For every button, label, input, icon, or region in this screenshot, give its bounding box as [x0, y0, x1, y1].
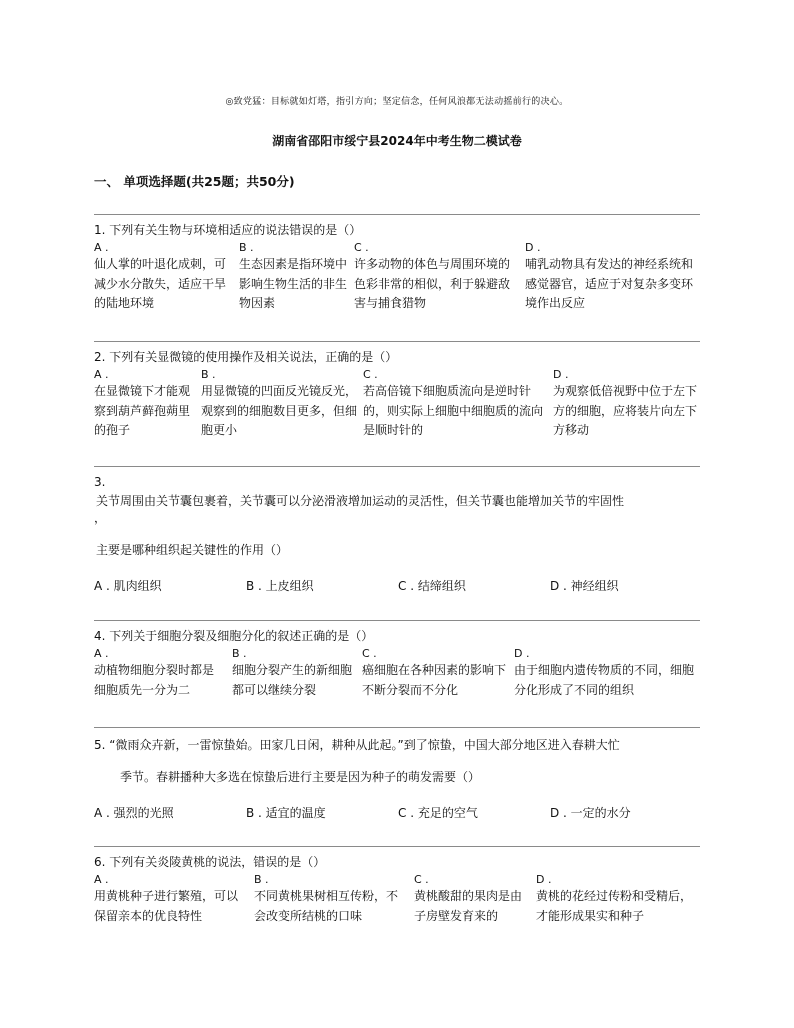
question-number: 3.: [94, 475, 106, 489]
option-c[interactable]: C . 充足的空气: [398, 806, 478, 820]
option-label: B .: [232, 647, 247, 660]
option-text: 仙人掌的叶退化成刺，可减少水分散失，适应干旱的陆地环境: [94, 257, 227, 310]
question-2: [94, 341, 700, 452]
option-text: 不同黄桃果树相互传粉，不会改变所结桃的口味: [254, 889, 399, 923]
option-b[interactable]: [254, 873, 408, 935]
option-text: 由于细胞内遗传物质的不同，细胞分化形成了不同的组织: [514, 663, 695, 697]
option-label: A .: [94, 873, 109, 886]
option-d[interactable]: [553, 368, 700, 450]
option-c[interactable]: [354, 241, 520, 323]
option-d[interactable]: D . 一定的水分: [550, 806, 631, 820]
option-label: C .: [363, 368, 378, 381]
option-a[interactable]: A . 强烈的光照: [94, 806, 174, 820]
question-stem: 4. 下列关于细胞分裂及细胞分化的叙述正确的是（）: [94, 629, 374, 643]
option-b[interactable]: B . 上皮组织: [246, 579, 314, 593]
question-stem-line-1: 5. “微雨众卉新，一雷惊蛰始。田家几日闲，耕种从此起。”到了惊蛰，中国大部分地区进入春耕大忙: [94, 738, 620, 752]
option-a[interactable]: [94, 241, 234, 323]
question-stem-line-2: 季节。春耕播种大多选在惊蛰后进行主要是因为种子的萌发需要（）: [120, 770, 481, 784]
question-stem: 1. 下列有关生物与环境相适应的说法错误的是（）: [94, 223, 362, 237]
option-a[interactable]: A . 肌肉组织: [94, 579, 162, 593]
option-text: 黄桃的花经过传粉和受精后，才能形成果实和种子: [536, 889, 693, 923]
option-label: A .: [94, 241, 109, 254]
question-3: [94, 466, 700, 607]
question-6: [94, 846, 700, 937]
option-text: 动植物细胞分裂时都是细胞质先一分为二: [94, 663, 215, 697]
option-c[interactable]: [414, 873, 532, 935]
question-4: [94, 620, 700, 711]
option-text: 若高倍镜下细胞质流向是逆时针的，则实际上细胞中细胞质的流向是顺时针的: [363, 384, 544, 437]
question-1: [94, 214, 700, 325]
option-d[interactable]: D . 神经组织: [550, 579, 619, 593]
exam-title: 湖南省邵阳市绥宁县2024年中考生物二模试卷: [272, 134, 522, 148]
option-label: A .: [94, 368, 109, 381]
option-label: B .: [239, 241, 254, 254]
option-c[interactable]: [363, 368, 545, 450]
option-text: 哺乳动物具有发达的神经系统和感觉器官，适应于对复杂多变环境作出反应: [525, 257, 694, 310]
option-label: C .: [354, 241, 369, 254]
option-label: B .: [254, 873, 269, 886]
option-a[interactable]: [94, 647, 224, 709]
option-label: B .: [201, 368, 216, 381]
question-stem-line-1: 关节周围由关节囊包裹着，关节囊可以分泌滑液增加运动的灵活性，但关节囊也能增加关节的牢固性: [96, 494, 625, 508]
option-b[interactable]: [239, 241, 349, 323]
option-a[interactable]: [94, 368, 194, 450]
option-label: C .: [414, 873, 429, 886]
option-text: 细胞分裂产生的新细胞都可以继续分裂: [232, 663, 353, 697]
section-heading: 一、 单项选择题(共25题；共50分): [94, 174, 295, 189]
option-text: 黄桃酸甜的果肉是由子房壁发育来的: [414, 889, 523, 923]
option-b[interactable]: [232, 647, 354, 709]
option-d[interactable]: [514, 647, 700, 709]
option-a[interactable]: [94, 873, 248, 935]
option-d[interactable]: [536, 873, 700, 935]
option-label: D .: [536, 873, 552, 886]
option-text: 许多动物的体色与周围环境的色彩非常的相似，利于躲避敌害与捕食猎物: [354, 257, 511, 310]
option-c[interactable]: [362, 647, 510, 709]
option-label: D .: [525, 241, 541, 254]
option-label: D .: [514, 647, 530, 660]
option-label: C .: [362, 647, 377, 660]
option-b[interactable]: B . 适宜的温度: [246, 806, 326, 820]
question-stem-line-2: 主要是哪种组织起关键性的作用（）: [96, 543, 289, 557]
option-b[interactable]: [201, 368, 357, 450]
option-text: 癌细胞在各种因素的影响下不断分裂而不分化: [362, 663, 507, 697]
question-5: [94, 727, 700, 828]
option-label: A .: [94, 647, 109, 660]
option-text: 为观察低倍视野中位于左下方的细胞，应将装片向左下方移动: [553, 384, 698, 437]
option-text: 用显微镜的凹面反光镜反光，观察到的细胞数目更多，但细胞更小: [201, 384, 357, 437]
question-stem: 6. 下列有关炎陵黄桃的说法，错误的是（）: [94, 855, 326, 869]
option-label: D .: [553, 368, 569, 381]
option-text: 在显微镜下才能观察到葫芦藓孢蒴里的孢子: [94, 384, 191, 437]
option-text: 用黄桃种子进行繁殖，可以保留亲本的优良特性: [94, 889, 239, 923]
option-d[interactable]: [525, 241, 700, 323]
question-stem-comma: ，: [94, 511, 107, 525]
option-c[interactable]: C . 结缔组织: [398, 579, 466, 593]
motto-line: ◎致党猛：目标就如灯塔，指引方向；坚定信念，任何风浪都无法动摇前行的决心。: [225, 97, 569, 107]
question-stem: 2. 下列有关显微镜的使用操作及相关说法，正确的是（）: [94, 350, 398, 364]
option-text: 生态因素是指环境中影响生物生活的非生物因素: [239, 257, 348, 310]
